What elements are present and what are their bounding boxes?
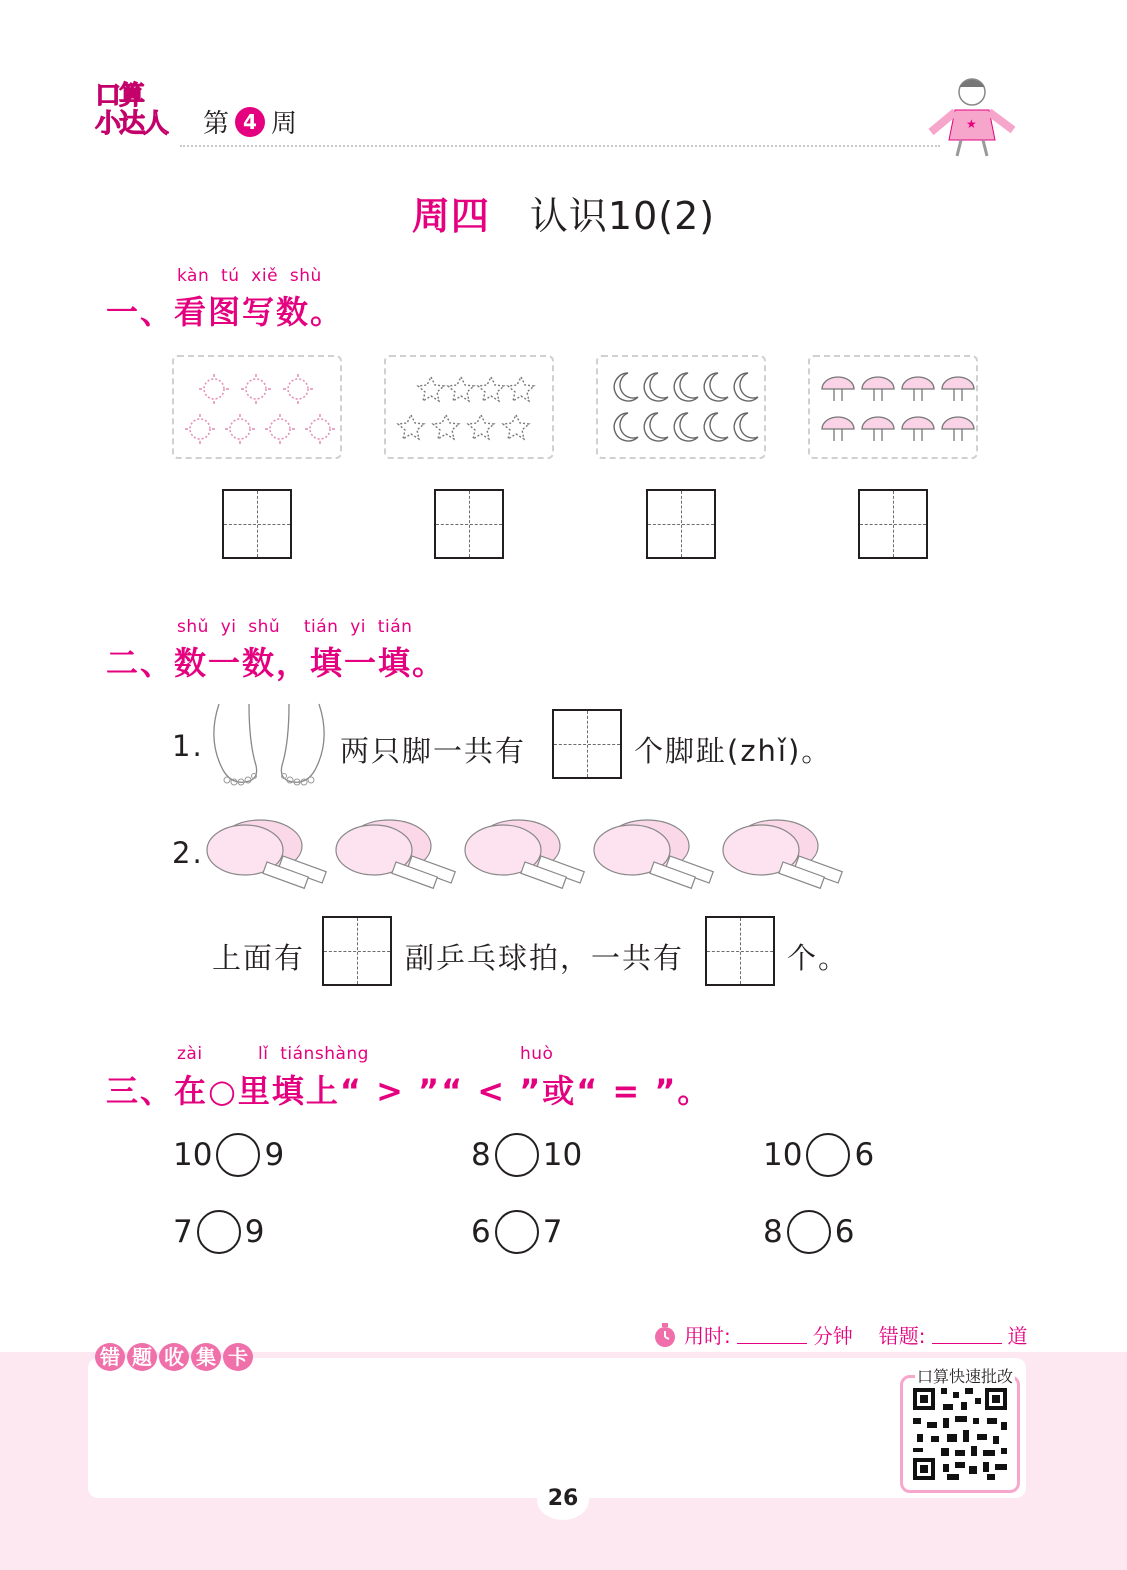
time-unit: 分钟 (812, 1324, 853, 1348)
section3-heading: 三、在○里填上“ > ”“ < ”或“ = ”。 (106, 1072, 712, 1110)
stopwatch-icon (652, 1322, 678, 1348)
compare-item (763, 1133, 874, 1177)
star-icon (386, 357, 552, 457)
compare-item (173, 1210, 264, 1254)
feet-icon (205, 700, 333, 788)
compare-item (471, 1210, 562, 1254)
time-label: 用时: (684, 1324, 731, 1348)
logo (95, 82, 180, 138)
card-char: 集 (191, 1343, 221, 1371)
section1-pinyin: kàn tú xiě shù (177, 266, 322, 286)
error-card-label (95, 1343, 253, 1371)
logo-line2: 小达人 (95, 109, 168, 139)
week-prefix: 第 (203, 109, 230, 139)
compare-circle[interactable] (787, 1210, 831, 1254)
answer-box-toes[interactable] (552, 709, 622, 779)
section3-pinyin-huo: huò (520, 1044, 554, 1064)
page-title (0, 185, 1127, 240)
answer-box-mushrooms[interactable] (858, 489, 928, 559)
compare-circle[interactable] (495, 1210, 539, 1254)
picture-moons (596, 355, 766, 459)
card-char: 卡 (223, 1343, 253, 1371)
picture-suns (172, 355, 342, 459)
section3-pinyin-litianshang: lǐ tiánshàng (258, 1044, 369, 1064)
error-collection-card[interactable] (88, 1358, 1026, 1498)
card-char: 收 (159, 1343, 189, 1371)
compare-item (763, 1210, 854, 1254)
compare-circle[interactable] (197, 1210, 241, 1254)
qr-code-icon[interactable] (903, 1378, 1017, 1490)
compare-item (173, 1133, 284, 1177)
q2-text-b: 副乒乓球拍，一共有 (405, 941, 685, 975)
answer-box-paddles[interactable] (705, 916, 775, 986)
week-suffix: 周 (271, 109, 298, 139)
q1-text-b: 个脚趾(zhǐ)。 (634, 734, 833, 768)
mascot-icon (925, 70, 1020, 158)
compare-right: 7 (542, 1214, 563, 1250)
sun-icon (174, 357, 340, 457)
compare-item (471, 1133, 582, 1177)
section2-pinyin: shǔ yi shǔ tián yi tián (177, 617, 413, 637)
paddle-icon (205, 812, 855, 890)
errors-unit: 道 (1007, 1324, 1028, 1348)
q2-text-c: 个。 (787, 941, 850, 975)
compare-right: 10 (542, 1137, 583, 1173)
qr-label: 口算快速批改 (915, 1364, 1015, 1387)
compare-left: 10 (173, 1137, 213, 1173)
compare-right: 6 (834, 1214, 855, 1250)
q1-number: 1. (172, 729, 204, 763)
qr-frame (900, 1375, 1020, 1493)
week-number: 4 (235, 107, 265, 137)
compare-circle[interactable] (495, 1133, 539, 1177)
picture-stars (384, 355, 554, 459)
section3-pinyin-zai: zài (177, 1044, 203, 1064)
answer-box-stars[interactable] (434, 489, 504, 559)
compare-circle[interactable] (216, 1133, 260, 1177)
answer-box-suns[interactable] (222, 489, 292, 559)
compare-left: 8 (763, 1214, 783, 1250)
card-char: 题 (127, 1343, 157, 1371)
svg-text:★: ★ (966, 117, 977, 131)
compare-left: 10 (763, 1137, 803, 1173)
answer-box-moons[interactable] (646, 489, 716, 559)
title-topic: 认识10(2) (529, 194, 716, 238)
title-day: 周四 (411, 194, 490, 238)
logo-line1: 口算 (95, 81, 144, 111)
compare-circle[interactable] (806, 1133, 850, 1177)
card-char: 错 (95, 1343, 125, 1371)
page-number: 26 (537, 1480, 589, 1520)
time-record (652, 1320, 1028, 1349)
q1-text-a: 两只脚一共有 (340, 734, 527, 768)
section1-heading: 一、看图写数。 (106, 293, 345, 331)
header-divider (180, 145, 940, 147)
errors-label: 错题: (878, 1324, 926, 1348)
errors-blank[interactable] (932, 1325, 1002, 1344)
compare-right: 9 (264, 1137, 285, 1173)
q2-number: 2. (172, 836, 204, 870)
compare-left: 8 (471, 1137, 491, 1173)
compare-right: 9 (244, 1214, 265, 1250)
time-blank[interactable] (737, 1325, 807, 1344)
week-label (203, 103, 297, 140)
q2-text-a: 上面有 (212, 941, 306, 975)
picture-mushrooms (808, 355, 978, 459)
compare-left: 7 (173, 1214, 193, 1250)
mushroom-icon (810, 357, 976, 457)
answer-box-pairs[interactable] (322, 916, 392, 986)
compare-right: 6 (854, 1137, 875, 1173)
moon-icon (598, 357, 764, 457)
section2-heading: 二、数一数，填一填。 (106, 644, 447, 682)
compare-left: 6 (471, 1214, 491, 1250)
